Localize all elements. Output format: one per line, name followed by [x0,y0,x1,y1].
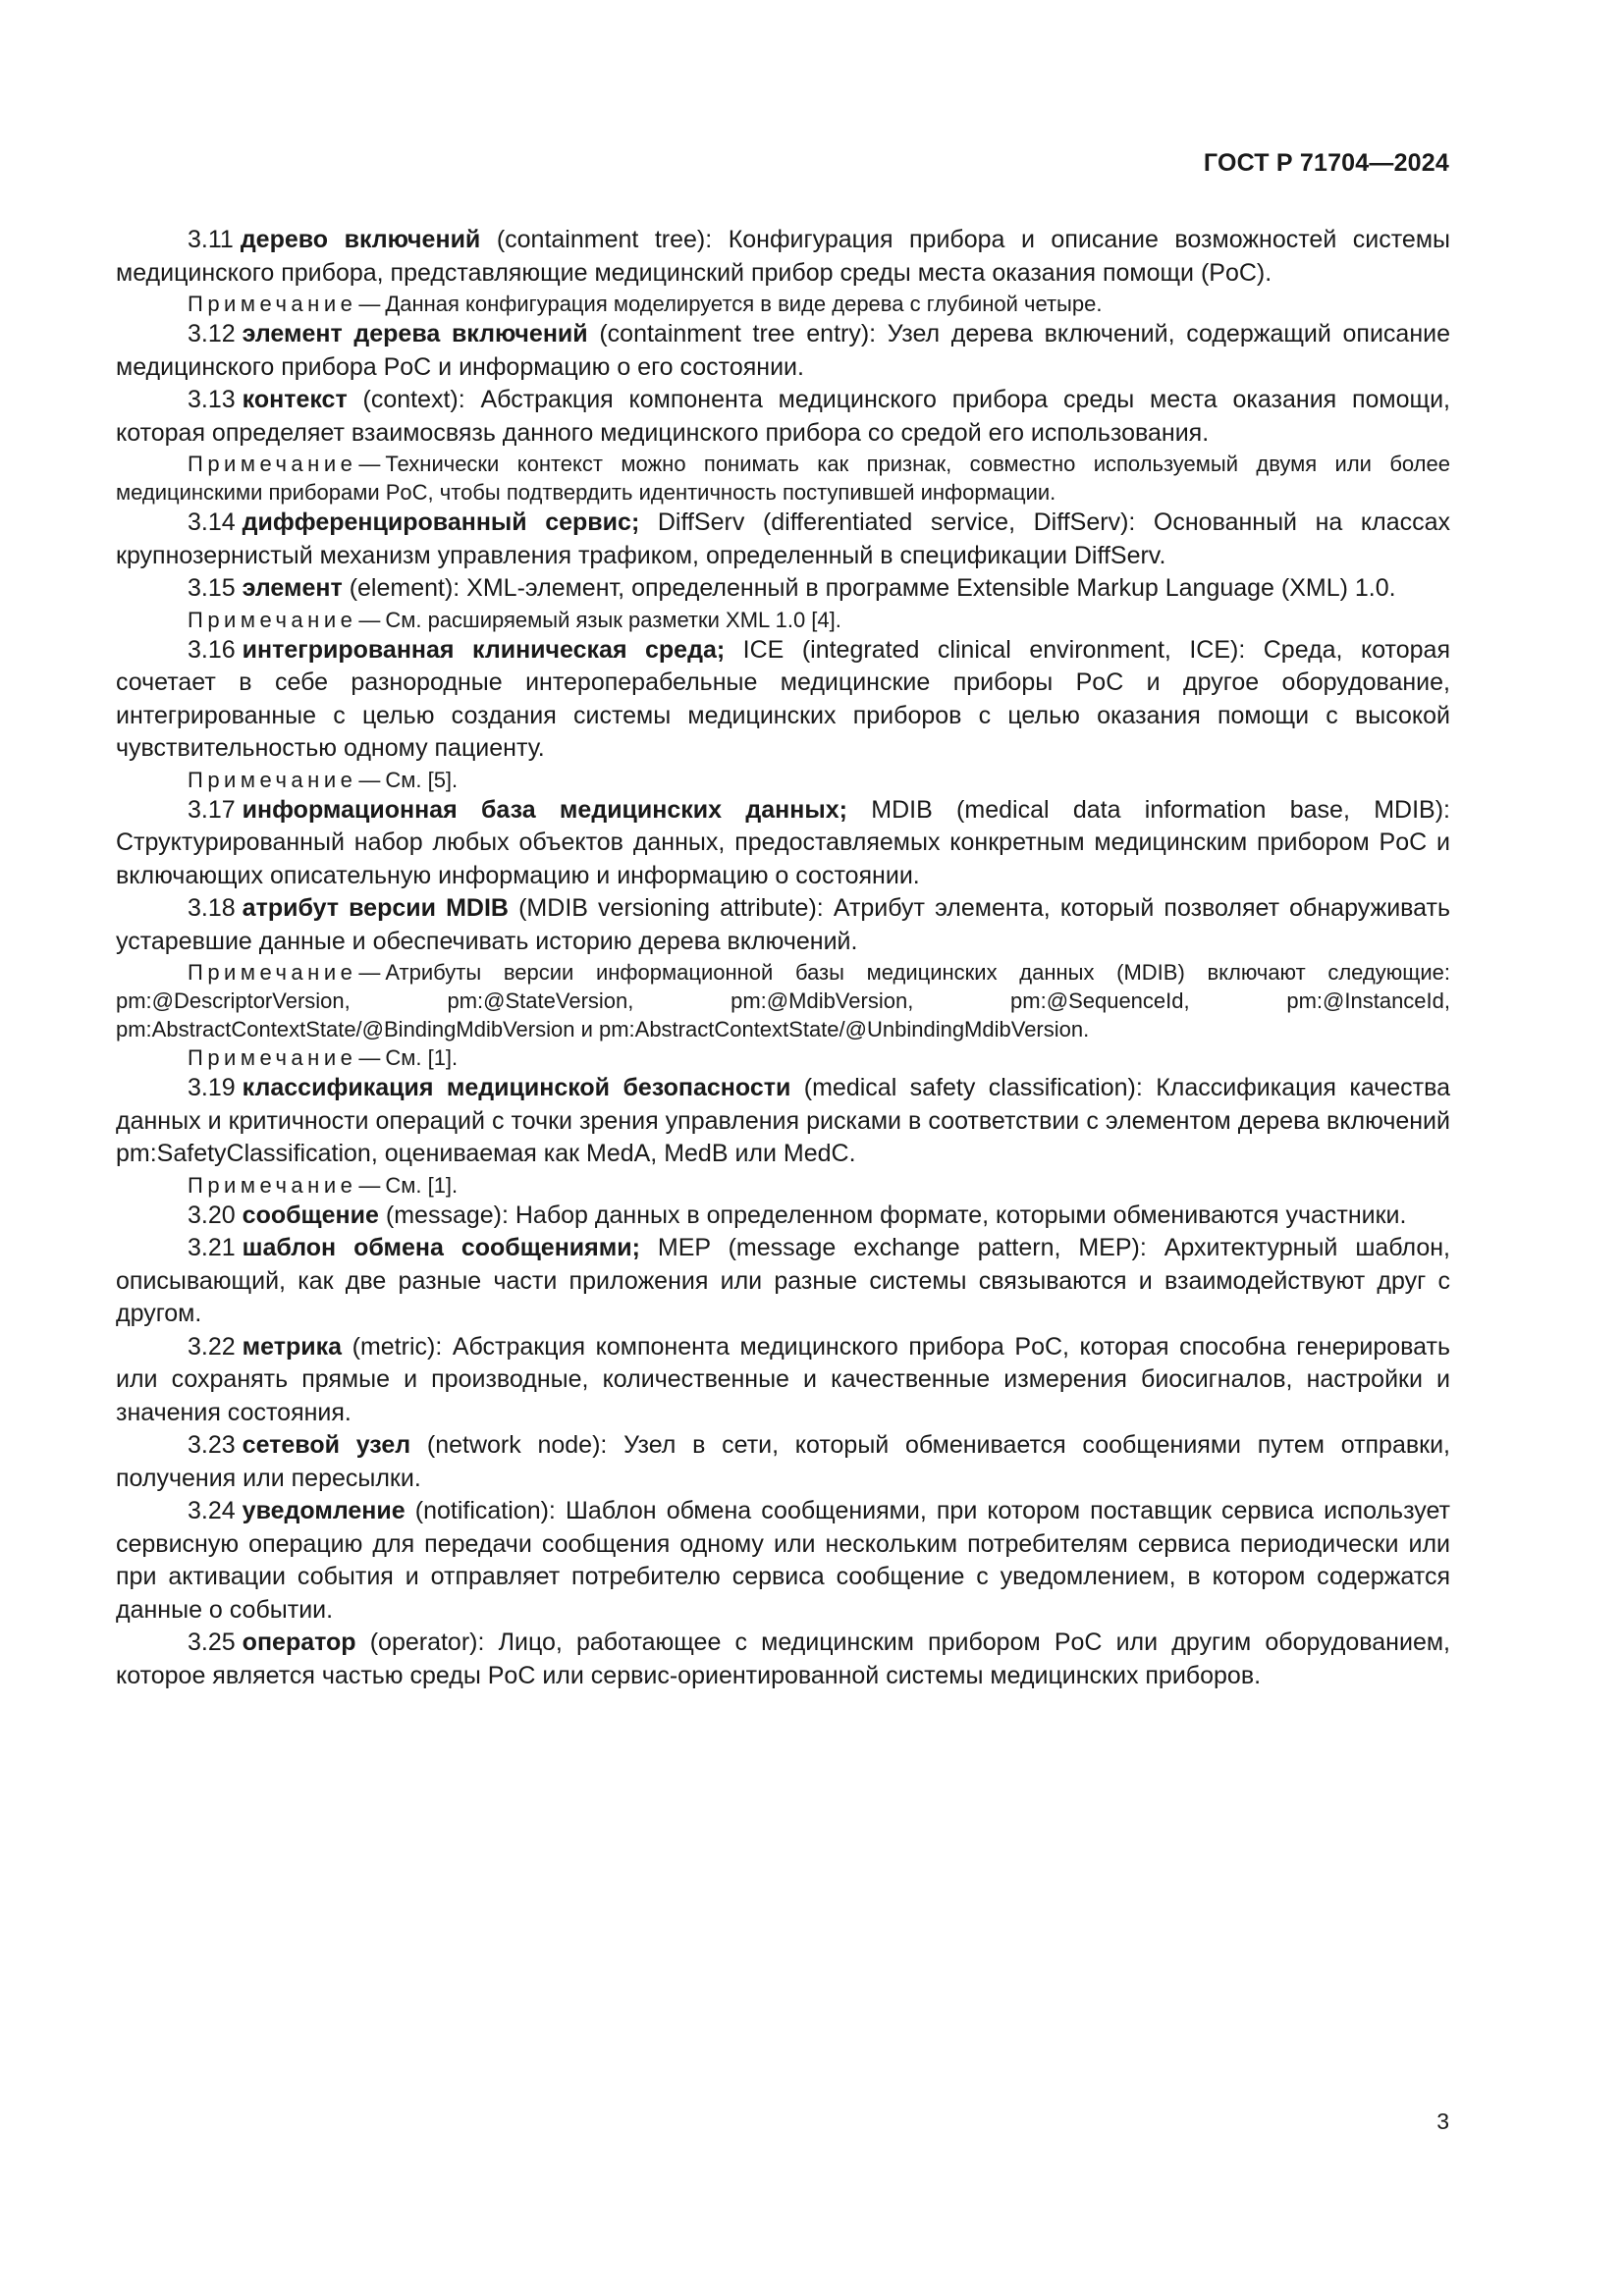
note-label: Примечание [188,1045,357,1070]
term-name: шаблон обмена сообщениями; [242,1234,640,1261]
term-number: 3.24 [188,1497,236,1524]
term-name: уведомление [242,1497,406,1524]
note-text: См. [1]. [385,1045,459,1070]
note-text: Технически контекст можно понимать как признак, совместно используемый двумя или более медицинскими приборами PoC, чтобы подтвердить идентичность поступившей информации. [116,452,1450,505]
term-definition: (context): Абстракция компонента медицинского прибора среды места оказания помощи, которая определяет взаимосвязь данного медицинского прибора со средой его использования. [116,386,1450,447]
term-name: атрибут версии MDIB [242,894,509,922]
term-entry [116,1200,1450,1233]
note: Примечание— См. [5]. [188,767,459,792]
term-entry [116,1429,1450,1495]
term-definition: (containment tree entry): Узел дерева включений, содержащий описание медицинского прибора PoC и информацию о его состоянии. [116,320,1450,381]
term-number: 3.13 [188,386,236,413]
term-number: 3.23 [188,1431,236,1459]
term-number: 3.20 [188,1201,236,1229]
term-number: 3.14 [188,508,236,536]
term-name: интегрированная клиническая среда; [242,635,726,664]
term-entry [116,1627,1450,1692]
note-label: Примечание [188,1172,357,1198]
term-number: 3.11 [188,226,234,253]
term-definition: DiffServ (differentiated service, DiffServ): Основанный на классах крупнозернистый механизм управления трафиком, определенный в спецификации DiffServ. [116,508,1451,569]
term-definition: (metric): Абстракция компонента медицинского прибора PoC, которая способна генерировать или сохранять прямые и производные, количественные и качественные измерения биосигналов, настройки и значения состояния. [116,1332,1450,1426]
term-definition: (network node): Узел в сети, который обменивается сообщениями путем отправки, получения или пересылки. [116,1431,1450,1492]
note-text: См. [5]. [385,767,459,792]
term-entry [116,634,1450,766]
note-text: См. расширяемый язык разметки XML 1.0 [4]. [385,607,841,632]
term-number: 3.25 [188,1629,236,1656]
note-text: Атрибуты версии информационной базы медицинских данных (MDIB) включают следующие: pm:@DescriptorVersion, pm:@StateVersion, pm:@MdibVersion, pm:@SequenceId, pm:@InstanceId, pm:AbstractContextState/@BindingMdibVersion и pm:AbstractContextState/@UnbindingMdibVersion. [116,960,1450,1041]
page-number: 3 [1436,2109,1449,2134]
term-name: классификация медицинской безопасности [242,1074,791,1101]
term-entry [116,1232,1450,1331]
term-entry [116,794,1450,893]
note: Примечание— Технически контекст можно понимать как признак, совместно используемый двумя или более медицинскими приборами PoC, чтобы подтвердить идентичность поступившей информации. [116,452,1450,505]
term-entry [116,1495,1450,1627]
note: Примечание— См. [1]. [188,1172,459,1198]
term-name: оператор [242,1629,356,1656]
term-entry [116,384,1450,450]
term-definition: MEP (message exchange pattern, MEP): Архитектурный шаблон, описывающий, как две разные части приложения или разные системы связываются и взаимодействуют друг с другом. [116,1234,1451,1327]
term-name: дерево включений [240,226,481,253]
term-definition: (notification): Шаблон обмена сообщениями, при котором поставщик сервиса использует сервисную операцию для передачи сообщения одному или нескольким потребителям сервиса периодически или при активации события и отправляет потребителю сервиса сообщение с уведомлением, в котором содержатся данные о событии. [116,1497,1450,1624]
term-number: 3.21 [188,1234,236,1261]
term-entry [116,892,1450,958]
term-name: контекст [242,386,348,413]
term-definition: ICE (integrated clinical environment, ICE): Среда, которая сочетает в себе разнородные интероперабельные медицинские приборы PoC и другое оборудование, интегрированные с целью создания системы медицинских приборов с целью оказания помощи с высокой чувствительностью одному пациенту. [116,635,1450,762]
term-name: сетевой узел [242,1431,411,1459]
term-entry [116,1072,1450,1171]
term-number: 3.12 [188,320,236,347]
term-name: сообщение [242,1201,379,1229]
term-number: 3.15 [188,574,236,602]
note-label: Примечание [188,767,357,792]
term-definition: (medical safety classification): Классификация качества данных и критичности операций с точки зрения управления рисками в соответствии с элементом дерева включений pm:SafetyClassification, оцениваемая как MedA, MedB или MedC. [116,1074,1450,1167]
term-entry [116,318,1450,384]
note: Примечание— Атрибуты версии информационной базы медицинских данных (MDIB) включают следующие: pm:@DescriptorVersion, pm:@StateVersion, pm:@MdibVersion, pm:@SequenceId, pm:@InstanceId, pm:AbstractContextState/@BindingMdibVersion и pm:AbstractContextState/@UnbindingMdibVersion. [116,960,1450,1041]
note: Примечание— См. [1]. [188,1045,459,1070]
document-header: ГОСТ Р 71704—2024 [1203,149,1449,177]
term-name: элемент [242,574,343,602]
note-text: Данная конфигурация моделируется в виде дерева с глубиной четыре. [385,292,1103,316]
document-body [116,224,1450,1692]
term-name: метрика [242,1332,343,1361]
note-label: Примечание [188,452,357,476]
term-number: 3.19 [188,1074,236,1101]
note-label: Примечание [188,292,357,316]
note-text: См. [1]. [385,1172,459,1198]
term-definition: (message): Набор данных в определенном формате, которыми обмениваются участники. [385,1201,1407,1229]
term-name: информационная база медицинских данных; [242,795,847,824]
term-name: дифференцированный сервис; [242,508,640,536]
term-entry [116,224,1450,290]
term-name: элемент дерева включений [242,320,588,347]
term-number: 3.17 [188,795,236,824]
term-entry [116,507,1450,572]
term-definition: (element): XML-элемент, определенный в программе Extensible Markup Language (XML) 1.0. [349,574,1396,602]
note: Примечание— Данная конфигурация моделируется в виде дерева с глубиной четыре. [188,292,1103,316]
term-entry [116,572,1450,606]
note-label: Примечание [188,607,357,632]
term-definition: (containment tree): Конфигурация прибора и описание возможностей системы медицинского прибора, представляющие медицинский прибор среды места оказания помощи (PoC). [116,226,1450,287]
term-number: 3.18 [188,894,236,922]
term-definition: (MDIB versioning attribute): Атрибут элемента, который позволяет обнаруживать устаревшие данные и обеспечивать историю дерева включений. [116,894,1451,955]
term-definition: (operator): Лицо, работающее с медицинским прибором PoC или другим оборудованием, которое является частью среды PoC или сервис-ориентированной системы медицинских приборов. [116,1629,1450,1689]
term-entry [116,1331,1450,1430]
term-number: 3.22 [188,1332,236,1361]
note-label: Примечание [188,960,357,985]
term-number: 3.16 [188,635,236,664]
note: Примечание— См. расширяемый язык разметки XML 1.0 [4]. [188,607,841,632]
term-definition: MDIB (medical data information base, MDIB): Структурированный набор любых объектов данных, предоставляемых конкретным медицинским прибором PoC и включающих описательную информацию и информацию о состоянии. [116,795,1450,889]
